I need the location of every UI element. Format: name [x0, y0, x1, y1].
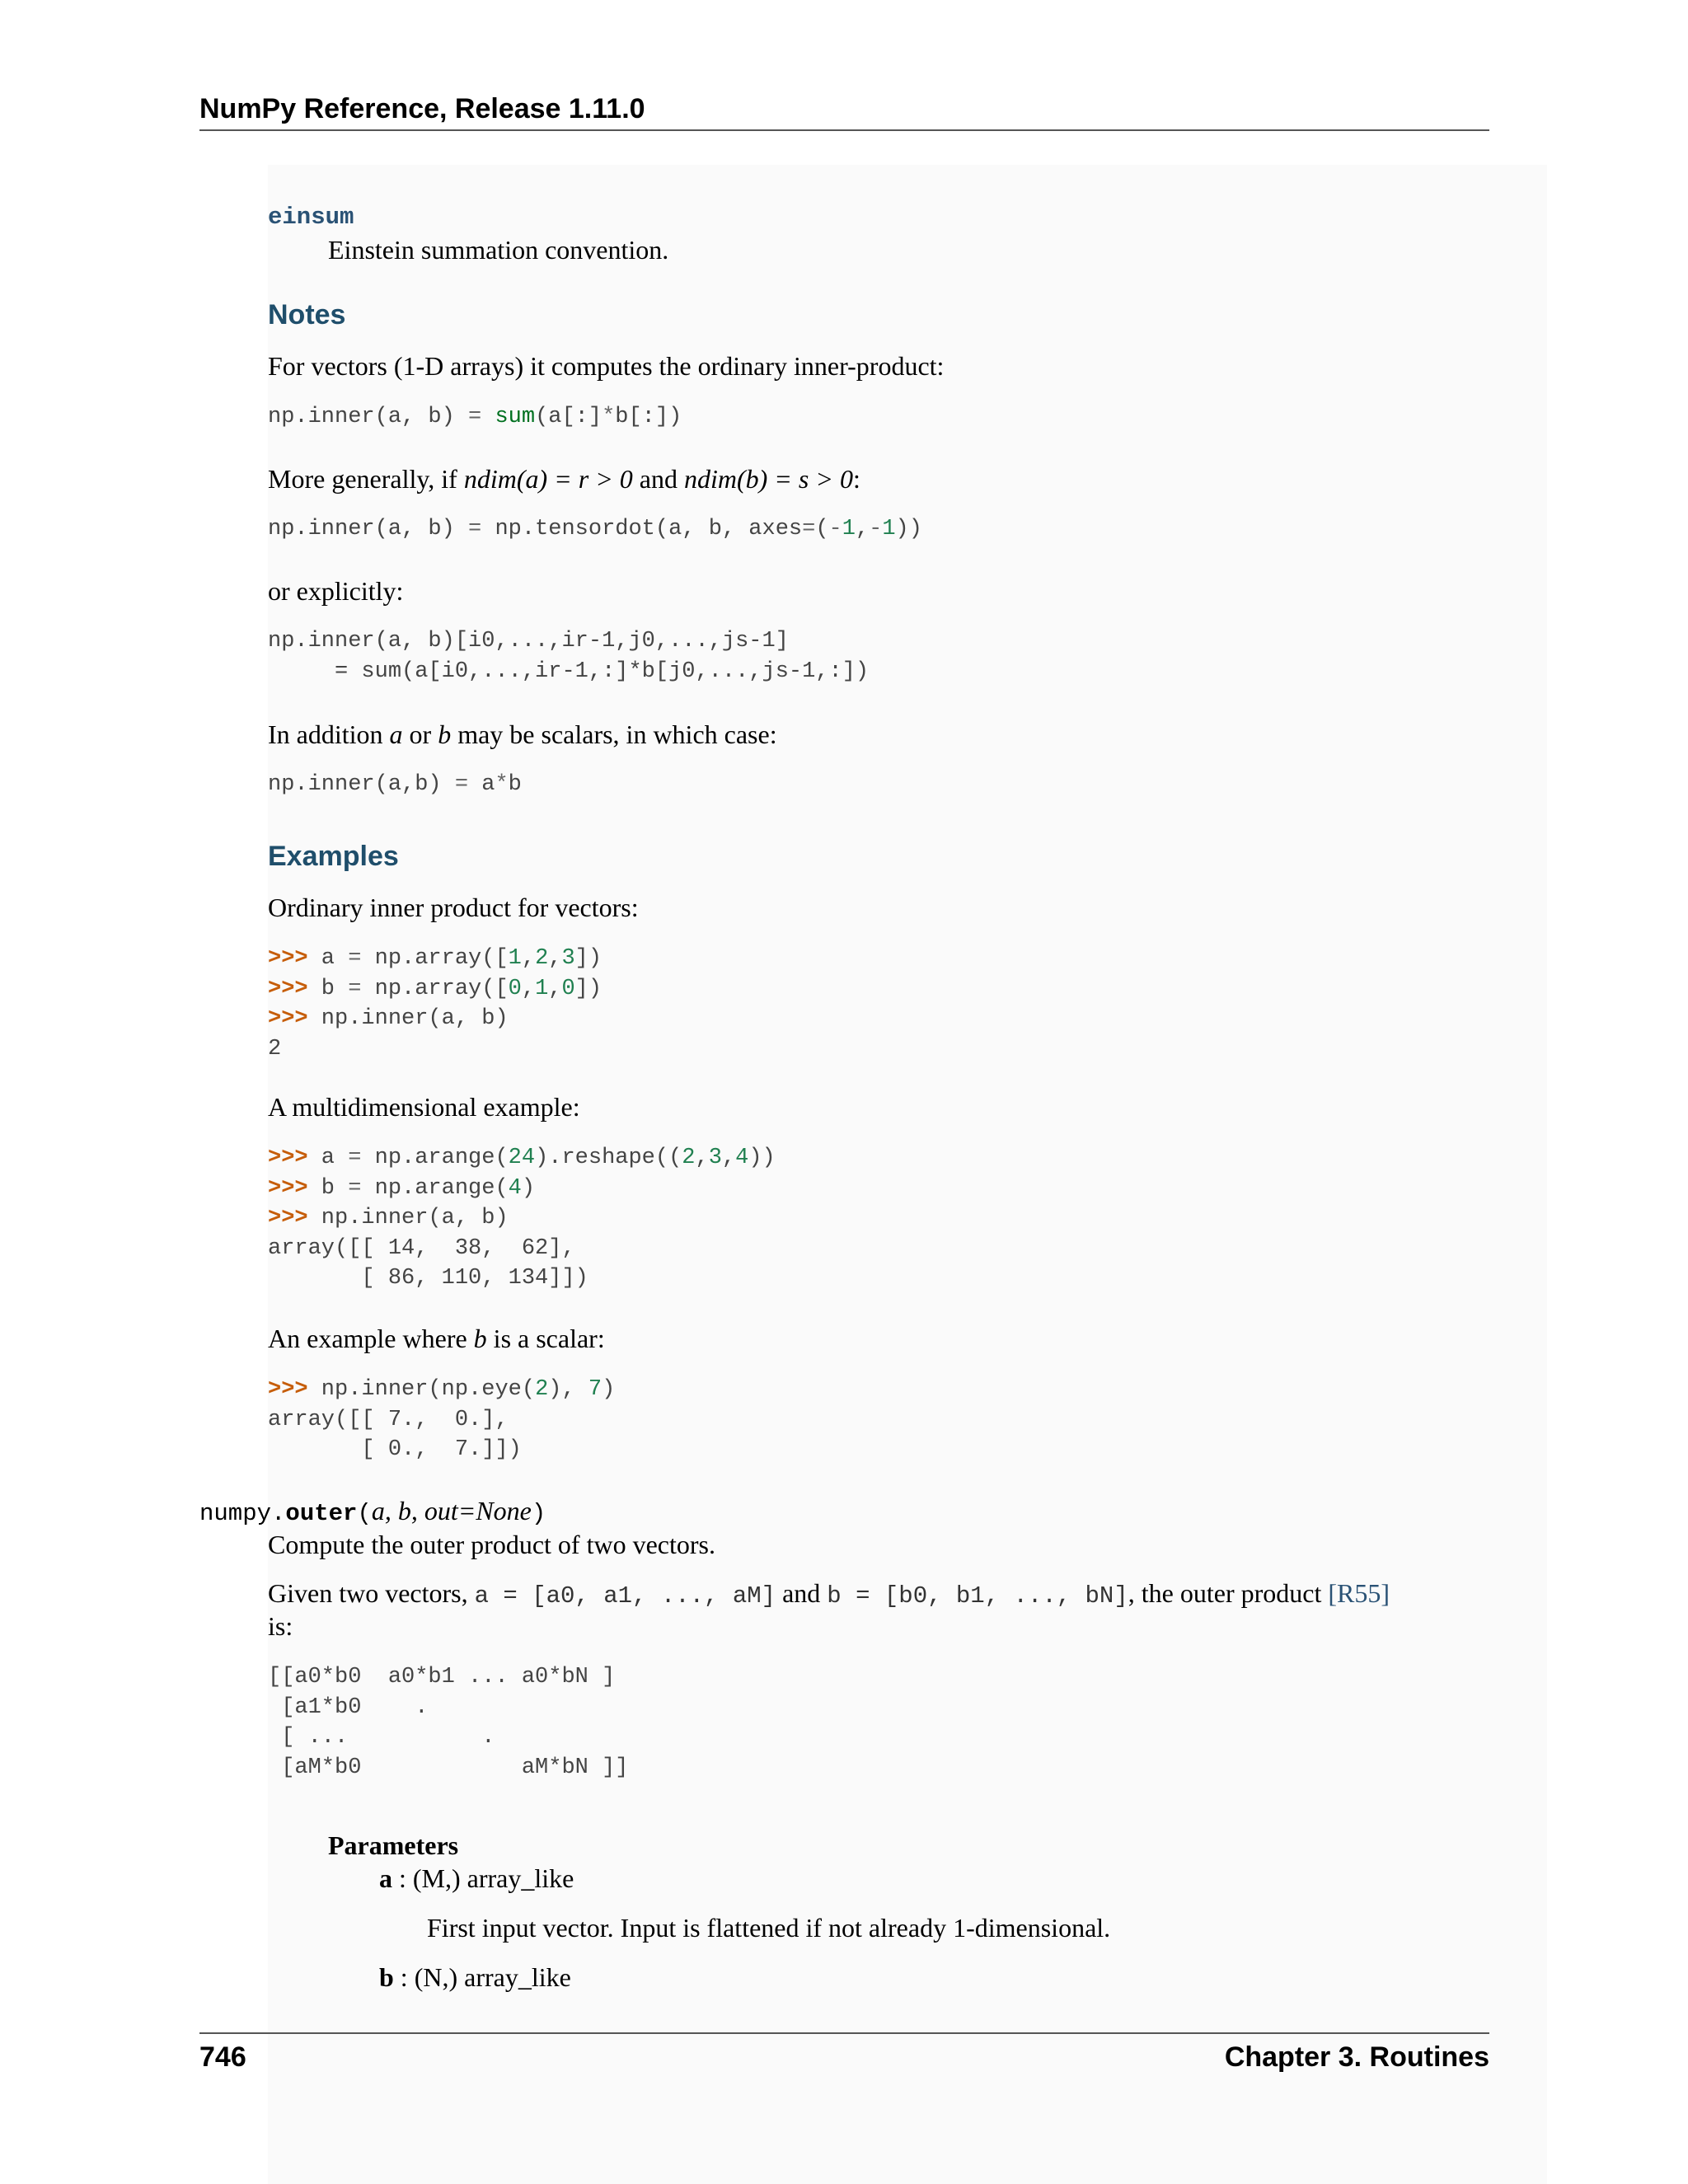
param-a-signature: a : (M,) array_like	[379, 1863, 574, 1893]
examples-paragraph-1: Ordinary inner product for vectors:	[268, 893, 639, 922]
code-example-multidim: >>> a = np.arange(24).reshape((2,3,4)) >>> b = np.arange(4) >>> np.inner(a, b) array([[ 14, 38, 62], [ 86, 110, 134]])	[268, 1146, 776, 1291]
outer-summary: Compute the outer product of two vectors.	[268, 1530, 715, 1559]
notes-heading: Notes	[268, 299, 346, 330]
code-example-vectors: >>> a = np.array([1,2,3]) >>> b = np.array([0,1,0]) >>> np.inner(a, b) 2	[268, 946, 603, 1062]
outer-description-cont: is:	[268, 1611, 293, 1641]
page-header-title: NumPy Reference, Release 1.11.0	[199, 93, 645, 124]
notes-paragraph-3: or explicitly:	[268, 576, 404, 606]
chapter-title: Chapter 3. Routines	[1224, 2041, 1489, 2073]
code-inner-1d: np.inner(a, b) = sum(a[:]*b[:])	[268, 405, 682, 429]
footer-rule	[199, 2032, 1489, 2034]
notes-paragraph-2: More generally, if ndim(a) = r > 0 and ndim(b) = s > 0:	[268, 464, 860, 494]
param-b-signature: b : (N,) array_like	[379, 1962, 571, 1992]
notes-paragraph-1: For vectors (1-D arrays) it computes the ordinary inner-product:	[268, 351, 945, 381]
code-inner-tensordot: np.inner(a, b) = np.tensordot(a, b, axes=(-1,-1))	[268, 517, 922, 541]
examples-paragraph-2: A multidimensional example:	[268, 1092, 580, 1122]
code-inner-explicit: np.inner(a, b)[i0,...,ir-1,j0,...,js-1] = sum(a[i0,...,ir-1,:]*b[j0,...,js-1,:])	[268, 629, 870, 684]
reference-r55-link[interactable]: [R55]	[1328, 1578, 1390, 1608]
notes-paragraph-4: In addition a or b may be scalars, in which case:	[268, 719, 777, 749]
examples-paragraph-3: An example where b is a scalar:	[268, 1324, 605, 1353]
see-also-einsum-desc: Einstein summation convention.	[328, 235, 669, 265]
outer-description: Given two vectors, a = [a0, a1, ..., aM] and b = [b0, b1, ..., bN], the outer product [R55]	[268, 1578, 1390, 1610]
parameters-heading: Parameters	[328, 1830, 459, 1860]
see-also-einsum-link[interactable]: einsum	[268, 204, 354, 231]
examples-heading: Examples	[268, 841, 399, 872]
code-inner-scalar: np.inner(a,b) = a*b	[268, 772, 522, 797]
outer-signature: numpy.outer(a, b, out=None)	[199, 1496, 546, 1527]
code-example-scalar: >>> np.inner(np.eye(2), 7) array([[ 7., 0.], [ 0., 7.]])	[268, 1377, 616, 1463]
header-rule	[199, 129, 1489, 131]
param-a-description: First input vector. Input is flattened if not already 1-dimensional.	[427, 1913, 1111, 1943]
page-number: 746	[199, 2041, 246, 2073]
code-outer-matrix: [[a0*b0 a0*b1 ... a0*bN ] [a1*b0 . [ ... . [aM*b0 aM*bN ]]	[268, 1665, 629, 1780]
